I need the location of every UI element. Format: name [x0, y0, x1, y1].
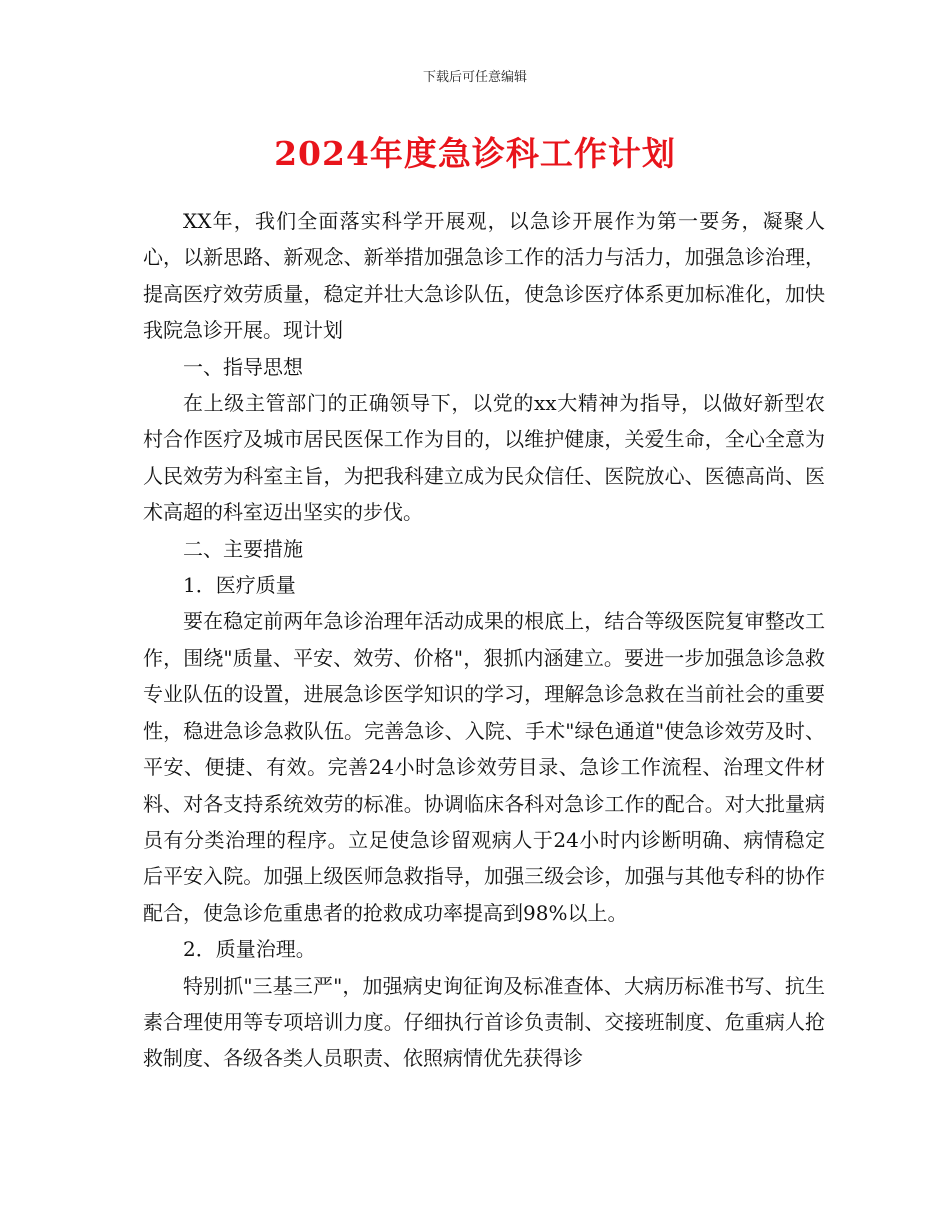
section-heading-main-measures: 二、主要措施 — [183, 536, 303, 561]
quality-management-paragraph: 特别抓"三基三严"，加强病史询征询及标准查体、大病历标准书写、抗生素合理使用等专项培训力度。仔细执行首诊负责制、交接班制度、危重病人抢救制度、各级各类人员职责、依照病情优先获得诊 — [143, 973, 825, 1071]
page-title: 2024年度急诊科工作计划 — [274, 134, 676, 173]
section-heading-guiding-ideology: 一、指导思想 — [183, 354, 303, 379]
subheading-medical-quality: 1．医疗质量 — [183, 573, 296, 598]
subheading-quality-management: 2．质量治理。 — [183, 937, 316, 962]
document-body — [143, 203, 825, 1077]
medical-quality-paragraph: 要在稳定前两年急诊治理年活动成果的根底上，结合等级医院复审整改工作，围绕"质量、平安、效劳、价格"，狠抓内涵建立。要进一步加强急诊急救专业队伍的设置，进展急诊医学知识的学习，理解急诊急救在当前社会的重要性，稳进急诊急救队伍。完善急诊、入院、手术"绿色通道"使急诊效劳及时、平安、便捷、有效。完善24小时急诊效劳目录、急诊工作流程、治理文件材料、对各支持系统效劳的标准。协调临床各科对急诊工作的配合。对大批量病员有分类治理的程序。立足使急诊留观病人于24小时内诊断明确、病情稳定后平安入院。加强上级医师急救指导，加强三级会诊，加强与其他专科的协作配合，使急诊危重患者的抢救成功率提高到98%以上。 — [143, 609, 825, 925]
intro-paragraph: XX年，我们全面落实科学开展观，以急诊开展作为第一要务，凝聚人心，以新思路、新观念、新举措加强急诊工作的活力与活力，加强急诊治理，提高医疗效劳质量，稳定并壮大急诊队伍，使急诊医疗体系更加标准化，加快我院急诊开展。现计划 — [143, 209, 825, 343]
guiding-ideology-paragraph: 在上级主管部门的正确领导下，以党的xx大精神为指导，以做好新型农村合作医疗及城市居民医保工作为目的，以维护健康，关爱生命，全心全意为人民效劳为科室主旨，为把我科建立成为民众信任、医院放心、医德高尚、医术高超的科室迈出坚实的步伐。 — [143, 391, 825, 525]
header-note: 下载后可任意编辑 — [422, 70, 527, 85]
